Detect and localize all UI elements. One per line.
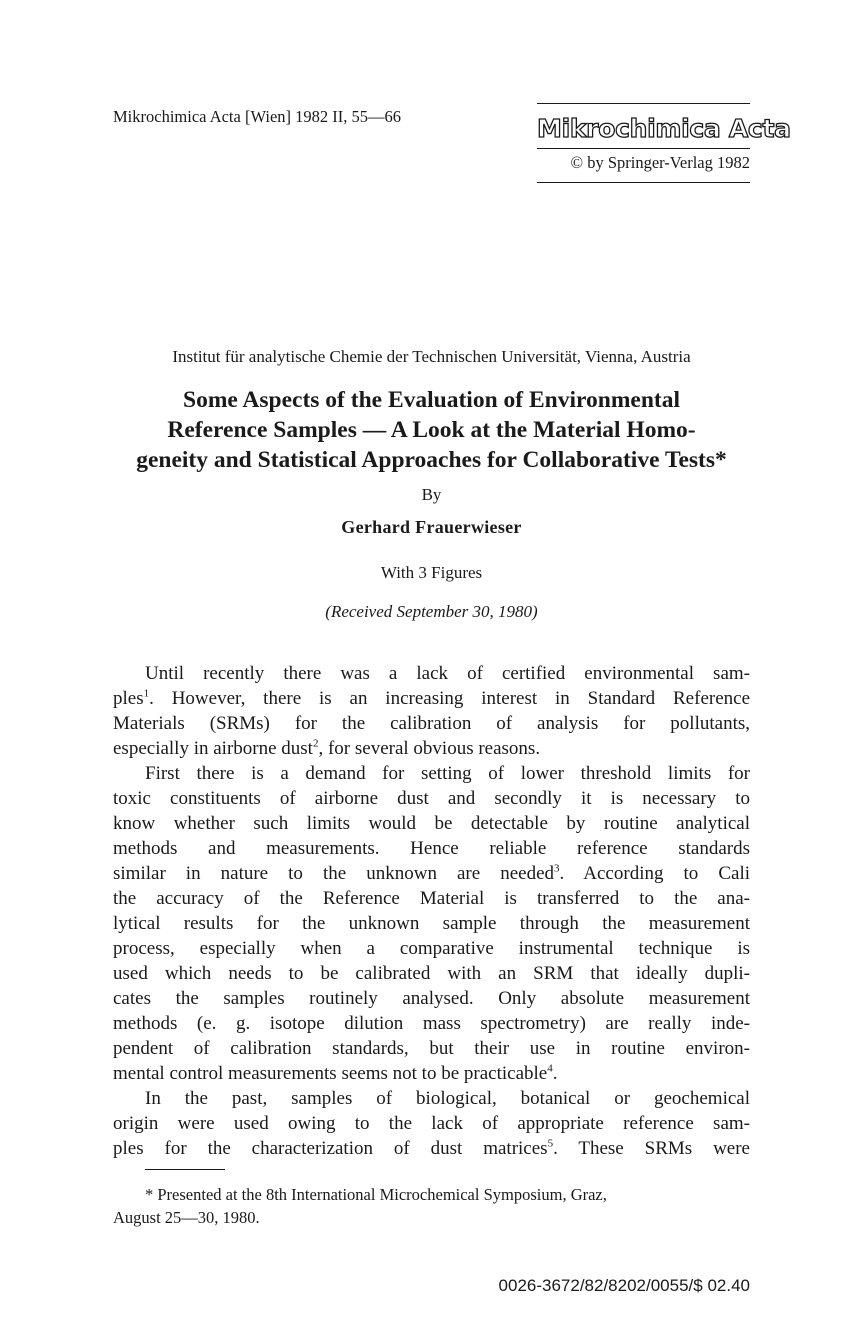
institute-affiliation: Institut für analytische Chemie der Technischen Universität, Vienna, Austria	[172, 347, 691, 366]
footnote-line: * Presented at the 8th International Microchemical Symposium, Graz,	[145, 1185, 607, 1204]
body-line: pendent of calibration standards, but their use in routine environ-	[113, 1038, 750, 1059]
body-line: In the past, samples of biological, botanical or geochemical	[145, 1088, 750, 1109]
body-line: lytical results for the unknown sample through the measurement	[113, 913, 750, 934]
body-line: cates the samples routinely analysed. Only absolute measurement	[113, 988, 750, 1009]
body-line: similar in nature to the unknown are needed$^3$. According to Cali	[113, 862, 750, 884]
reference-marker: 3	[554, 862, 560, 875]
journal-citation: Mikrochimica Acta [Wien] 1982 II, 55—66	[113, 107, 402, 126]
body-line: Materials (SRMs) for the calibration of analysis for pollutants,	[113, 713, 750, 734]
body-line: toxic constituents of airborne dust and secondly it is necessary to	[113, 788, 750, 809]
reference-marker: 1	[143, 687, 150, 700]
copyright-notice: © by Springer-Verlag 1982	[570, 153, 750, 172]
article-body	[113, 661, 750, 1161]
body-line: mental control measurements seems not to be practicable$^4$.	[113, 1062, 558, 1084]
footnote-line: August 25—30, 1980.	[113, 1208, 260, 1227]
body-line: methods (e. g. isotope dilution mass spectrometry) are really inde-	[113, 1013, 750, 1034]
body-line: Until recently there was a lack of certified environmental sam-	[145, 663, 750, 684]
body-line: origin were used owing to the lack of appropriate reference sam-	[113, 1113, 750, 1134]
body-line: ples for the characterization of dust matrices$^5$. These SRMs were	[113, 1137, 750, 1159]
logo-middle-rule	[537, 148, 750, 149]
journal-logo: Mikrochimica Acta	[537, 114, 791, 143]
title-line: Reference Samples — A Look at the Material Homo-	[167, 417, 696, 443]
article-title	[113, 385, 750, 475]
body-line: First there is a demand for setting of lower threshold limits for	[145, 763, 750, 784]
body-line: ples$^1$. However, there is an increasing interest in Standard Reference	[113, 687, 750, 709]
body-line: methods and measurements. Hence reliable reference standards	[113, 838, 750, 859]
byline-label: By	[421, 485, 442, 504]
logo-top-rule	[537, 103, 750, 104]
title-line: geneity and Statistical Approaches for Collaborative Tests*	[136, 447, 727, 473]
reference-marker: 2	[312, 737, 319, 750]
body-line: process, especially when a comparative instrumental technique is	[113, 938, 750, 959]
logo-bottom-rule	[537, 182, 750, 183]
reference-marker: 4	[547, 1062, 553, 1075]
body-line: used which needs to be calibrated with an SRM that ideally dupli-	[113, 963, 750, 984]
reference-marker: 5	[547, 1137, 554, 1150]
body-line: the accuracy of the Reference Material is transferred to the ana-	[113, 888, 750, 909]
author-name: Gerhard Frauerwieser	[341, 517, 522, 537]
body-line: know whether such limits would be detectable by routine analytical	[113, 813, 750, 834]
footnote-separator	[145, 1169, 225, 1170]
figures-count: With 3 Figures	[380, 563, 483, 582]
received-date: (Received September 30, 1980)	[325, 602, 538, 621]
article-code: 0026-3672/82/8202/0055/$ 02.40	[498, 1276, 750, 1295]
body-line: especially in airborne dust$^2$, for several obvious reasons.	[113, 737, 541, 759]
title-line: Some Aspects of the Evaluation of Environmental	[183, 387, 680, 413]
footnote	[113, 1183, 750, 1229]
